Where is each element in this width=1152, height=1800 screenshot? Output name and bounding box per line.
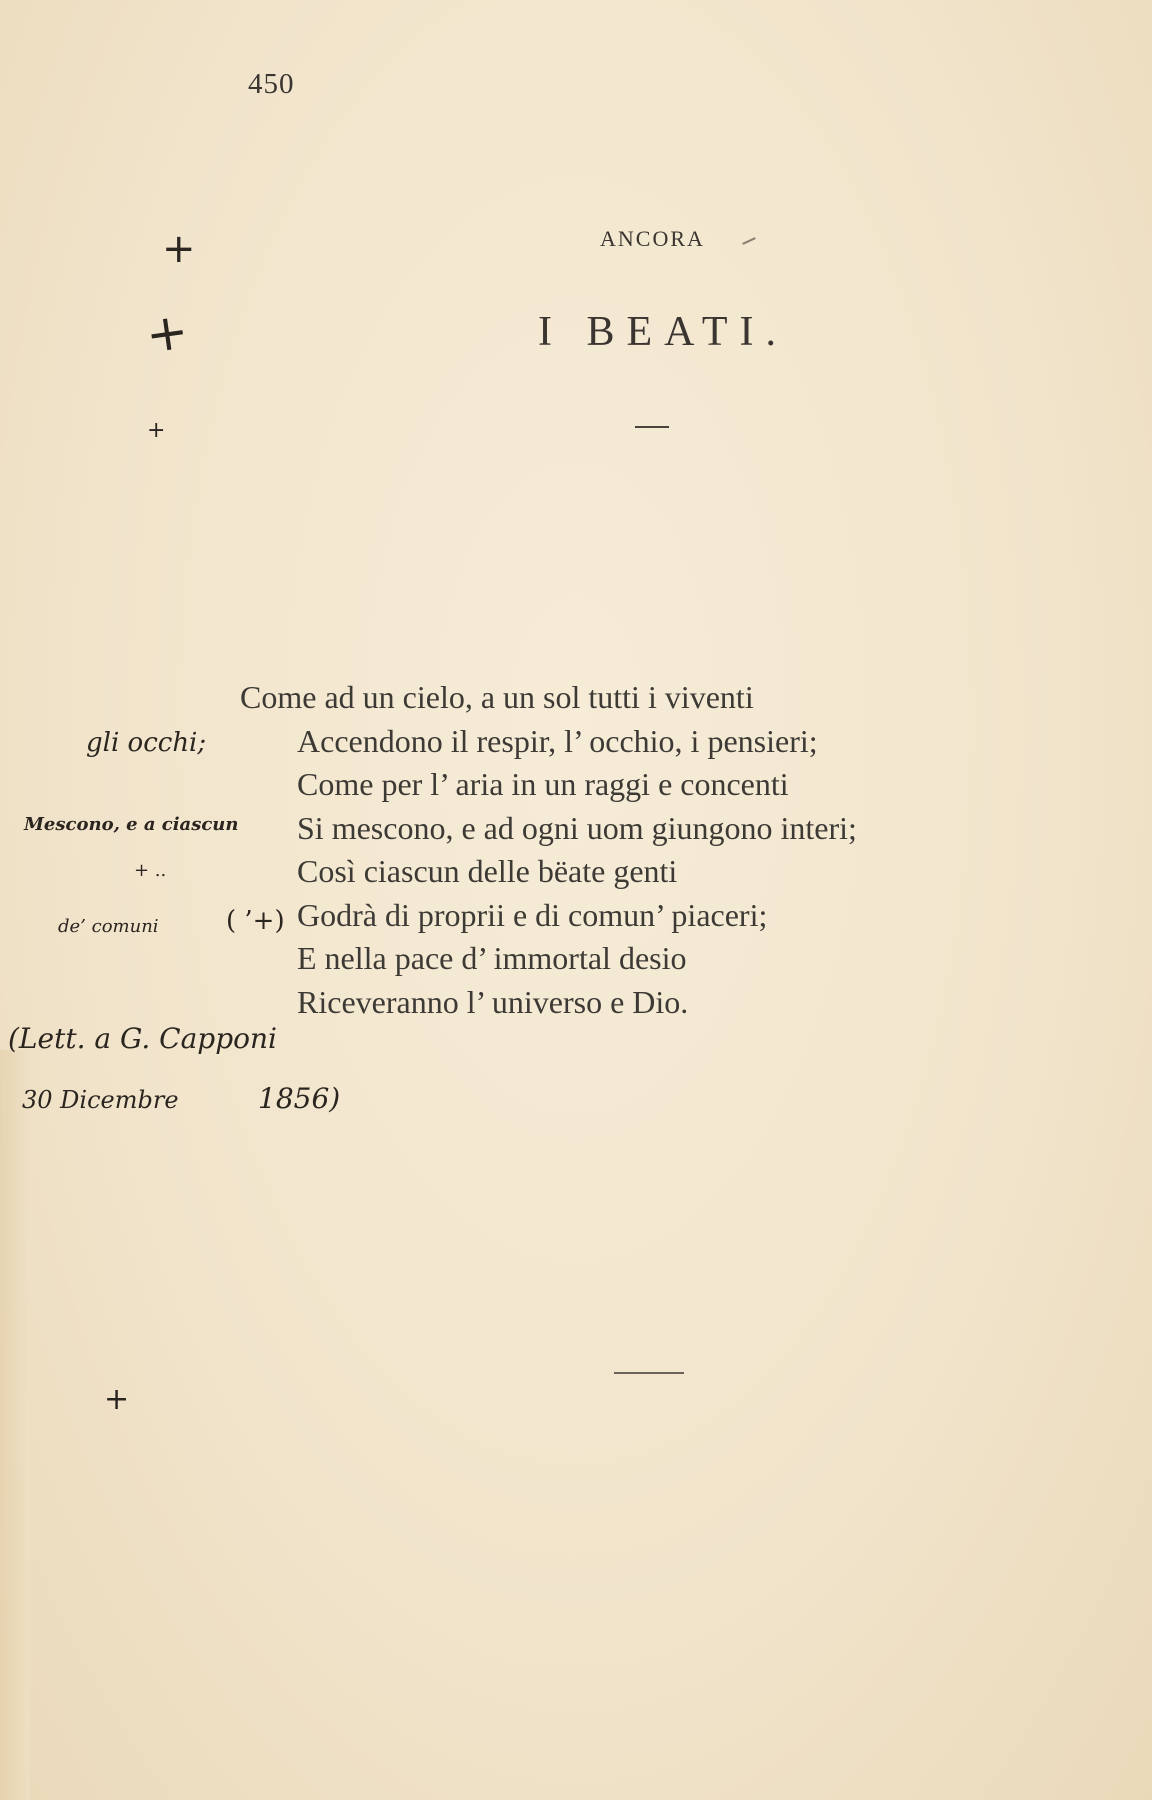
annotation-mescono: Mescono, e a ciascun [24,814,239,835]
annotation-paren-mark: ( ’+) [226,906,285,936]
annotation-letter-date: 30 Dicembre [22,1086,179,1114]
poem-line: Come per l’ aria in un raggi e concenti [297,766,789,802]
poem-title: I BEATI. [538,309,788,355]
cross-mark-2: + [142,301,192,365]
poem-line: E nella pace d’ immortal desio [297,940,687,976]
annotation-gli-occhi: gli occhi; [86,728,207,758]
annotation-letter-ref: (Lett. a G. Capponi [8,1022,277,1055]
poem-line: Godrà di proprii e di comun’ piaceri; [297,896,768,933]
annotation-plus-dots: + .. [134,860,167,881]
title-dash [635,426,669,428]
pencil-tick [742,237,756,245]
poem-line: Riceveranno l’ universo e Dio. [297,983,689,1020]
poem-line: Accendono il respir, l’ occhio, i pensieri; [297,722,818,759]
page-edge-shading [0,1050,30,1800]
poem-line: Si mescono, e ad ogni uom giungono interi; [297,809,857,846]
poem-line: Così ciascun delle bëate genti [297,853,678,889]
page-number: 450 [248,68,295,100]
section-kicker: ANCORA [600,226,705,251]
end-rule [614,1372,684,1374]
annotation-letter-year: 1856) [258,1082,341,1115]
cross-mark-1: + [162,226,196,272]
poem-stanza [240,676,857,1024]
annotation-de-comuni: de’ comuni [58,916,159,937]
cross-mark-4: + [104,1382,130,1417]
cross-mark-3: + [147,418,166,443]
poem-line: Come ad un cielo, a un sol tutti i viventi [240,679,754,715]
